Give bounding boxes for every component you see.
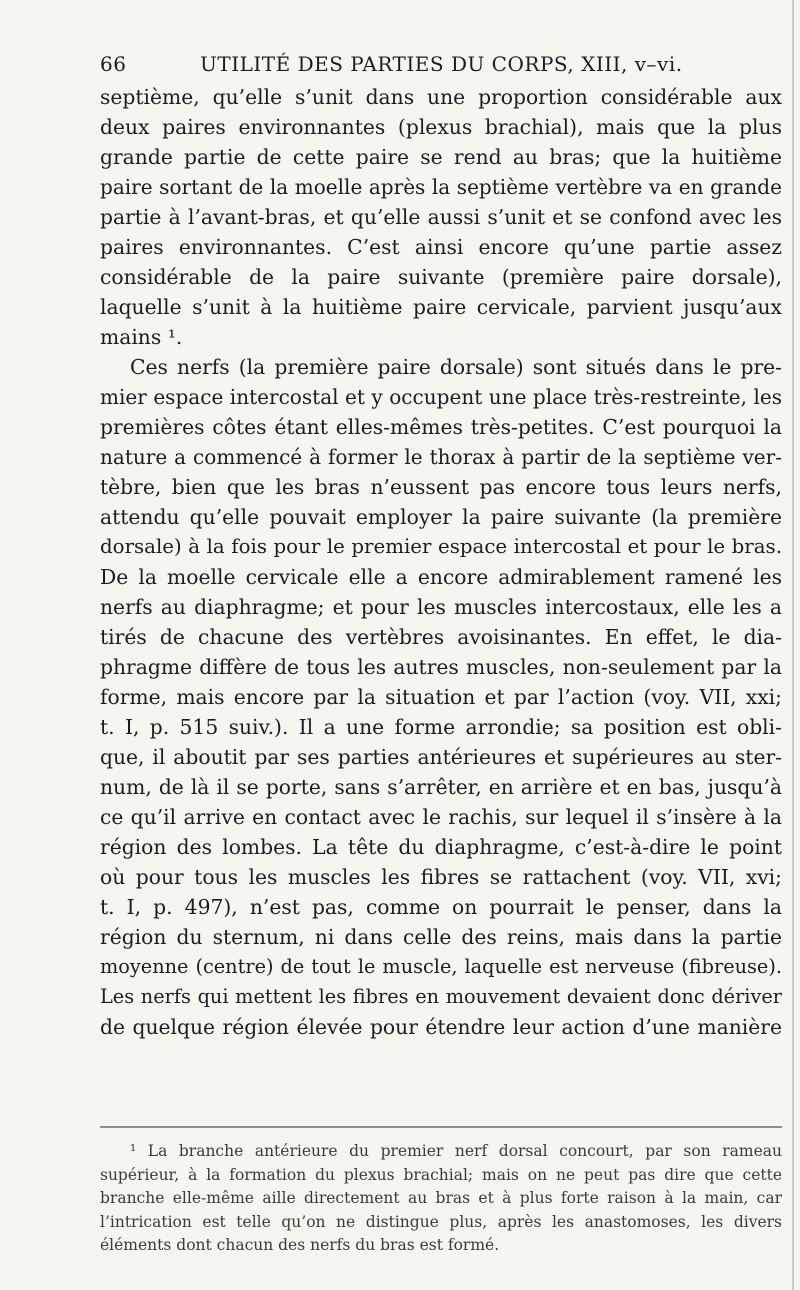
text-line: Les nerfs qui mettent les fibres en mouvement devaient donc dériver xyxy=(100,985,782,1008)
text-line: attendu qu’elle pouvait employer la paire suivante (la première xyxy=(100,505,782,529)
footnote xyxy=(100,1140,782,1258)
text-line: grande partie de cette paire se rend au bras; que la huitième xyxy=(100,145,782,169)
text-line: t. I, p. 515 suiv.). Il a une forme arrondie; sa position est obli- xyxy=(100,715,782,739)
text-line: septième, qu’elle s’unit dans une proportion considérable aux xyxy=(100,85,782,109)
footnote-line: ¹ La branche antérieure du premier nerf dorsal concourt, par son rameau xyxy=(130,1142,782,1160)
footnote-line: branche elle-même aille directement au bras et à plus forte raison à la main, car xyxy=(100,1189,782,1207)
text-line: de quelque région élevée pour étendre leur action d’une manière xyxy=(100,1015,782,1039)
text-line: deux paires environnantes (plexus brachial), mais que la plus xyxy=(100,115,782,139)
footnote-line: éléments dont chacun des nerfs du bras est formé. xyxy=(100,1236,500,1254)
text-line: dorsale) à la fois pour le premier espace intercostal et pour le bras. xyxy=(100,535,782,558)
text-line: laquelle s’unit à la huitième paire cervicale, parvient jusqu’aux xyxy=(100,295,782,319)
text-line: De la moelle cervicale elle a encore admirablement ramené les xyxy=(100,565,782,589)
footnote-line: l’intrication est telle qu’on ne distingue plus, après les anastomoses, les divers xyxy=(100,1212,782,1231)
text-line: où pour tous les muscles les fibres se rattachent (voy. VII, xvi; xyxy=(100,865,782,889)
text-line: mains ¹. xyxy=(100,325,183,349)
text-line: nerfs au diaphragme; et pour les muscles intercostaux, elle les a xyxy=(100,595,782,619)
text-line: Ces nerfs (la première paire dorsale) sont situés dans le pre- xyxy=(130,355,782,379)
text-line: paires environnantes. C’est ainsi encore qu’une partie assez xyxy=(100,235,782,259)
text-line: num, de là il se porte, sans s’arrêter, en arrière et en bas, jusqu’à xyxy=(100,775,782,799)
text-line: forme, mais encore par la situation et par l’action (voy. VII, xxi; xyxy=(100,685,782,709)
text-line: tèbre, bien que les bras n’eussent pas encore tous leurs nerfs, xyxy=(100,475,782,499)
text-line: région du sternum, ni dans celle des reins, mais dans la partie xyxy=(100,925,782,949)
text-line: moyenne (centre) de tout le muscle, laquelle est nerveuse (fibreuse). xyxy=(100,955,782,978)
text-line: t. I, p. 497), n’est pas, comme on pourrait le penser, dans la xyxy=(100,895,782,919)
text-line: paire sortant de la moelle après la septième vertèbre va en grande xyxy=(100,175,782,199)
page-edge xyxy=(792,0,794,1290)
text-line: partie à l’avant-bras, et qu’elle aussi s’unit et se confond avec les xyxy=(100,205,782,229)
text-line: région des lombes. La tête du diaphragme, c’est-à-dire le point xyxy=(100,835,782,859)
text-line: considérable de la paire suivante (première paire dorsale), xyxy=(100,265,782,289)
text-line: ce qu’il arrive en contact avec le rachis, sur lequel il s’insère à la xyxy=(100,805,782,829)
footnote-divider xyxy=(100,1126,782,1128)
text-line: premières côtes étant elles-mêmes très-petites. C’est pourquoi la xyxy=(100,415,782,439)
running-title: UTILITÉ DES PARTIES DU CORPS, XIII, v–vi. xyxy=(200,52,683,76)
text-line: tirés de chacune des vertèbres avoisinantes. En effet, le dia- xyxy=(100,625,782,649)
text-line: nature a commencé à former le thorax à partir de la septième ver- xyxy=(100,445,782,469)
text-line: mier espace intercostal et y occupent une place très-restreinte, les xyxy=(100,385,782,409)
footnote-line: supérieur, à la formation du plexus brachial; mais on ne peut pas dire que cette xyxy=(100,1165,782,1184)
page-number: 66 xyxy=(100,52,127,76)
body-text xyxy=(100,82,782,1042)
text-line: phragme diffère de tous les autres muscles, non-seulement par la xyxy=(100,655,782,679)
running-header xyxy=(100,52,710,76)
text-line: que, il aboutit par ses parties antérieures et supérieures au ster- xyxy=(100,745,782,769)
